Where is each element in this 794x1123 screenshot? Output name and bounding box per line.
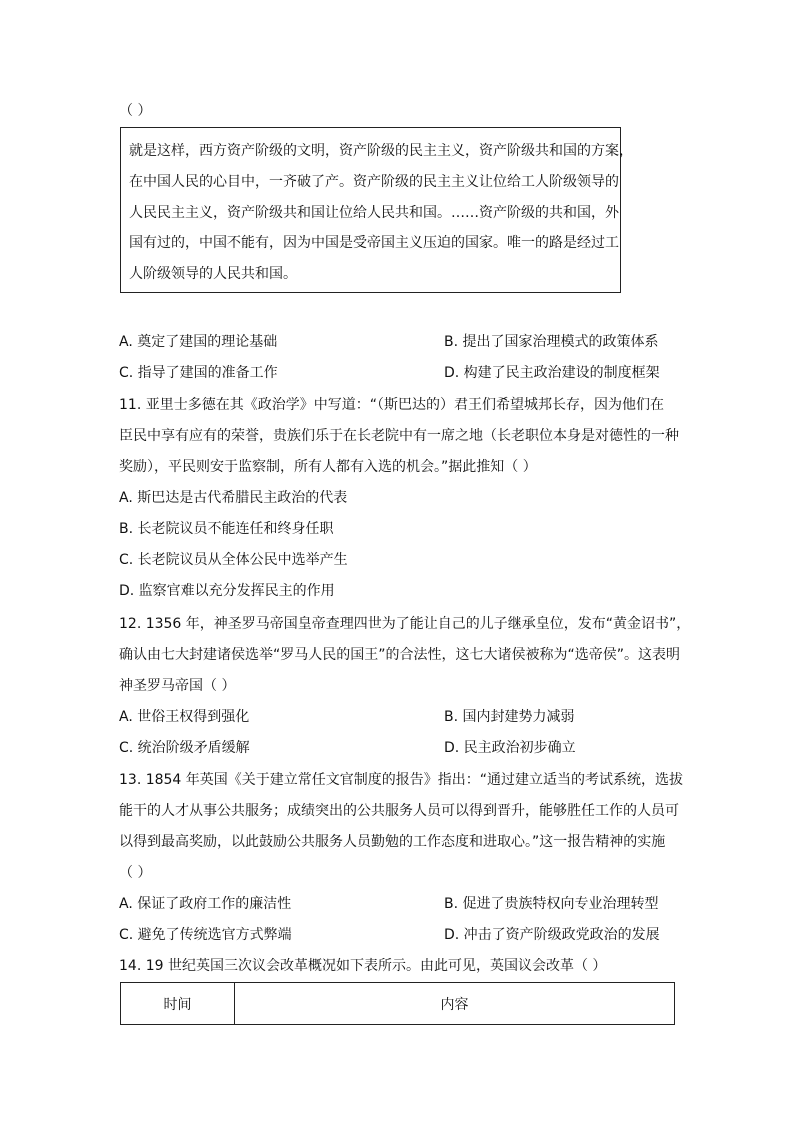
q11-option-c[interactable]: C. 长老院议员从全体公民中选举产生 (119, 552, 348, 568)
q13-option-c[interactable]: C. 避免了传统选官方式弊端 (119, 927, 292, 943)
q12-option-c[interactable]: C. 统治阶级矛盾缓解 (119, 740, 250, 756)
q13-stem-line: 能干的人才从事公共服务；成绩突出的公共服务人员可以得到晋升，能够胜任工作的人员可 (119, 803, 679, 819)
q10-quote-line: 在中国人民的心目中，一齐破了产。资产阶级的民主主义让位给工人阶级领导的 (129, 174, 619, 190)
q10-option-b[interactable]: B. 提出了国家治理模式的政策体系 (444, 334, 659, 350)
table-header-time: 时间 (121, 983, 235, 1024)
q10-quote-line: 人阶级领导的人民共和国。 (129, 266, 297, 282)
q12-option-b[interactable]: B. 国内封建势力减弱 (444, 709, 575, 725)
q10-quote-line: 就是这样，西方资产阶级的文明，资产阶级的民主主义，资产阶级共和国的方案， (129, 143, 633, 159)
q11-option-b[interactable]: B. 长老院议员不能连任和终身任职 (119, 521, 334, 537)
q12-stem-line: 12. 1356 年，神圣罗马帝国皇帝查理四世为了能让自己的儿子继承皇位，发布“黄金诏书”， (119, 616, 691, 632)
q13-answer-blank: （ ） (119, 865, 152, 881)
q11-option-d[interactable]: D. 监察官难以充分发挥民主的作用 (119, 583, 335, 599)
q10-option-d[interactable]: D. 构建了民主政治建设的制度框架 (444, 365, 660, 381)
q13-stem-line: 13. 1854 年英国《关于建立常任文官制度的报告》指出：“通过建立适当的考试系统，选拔 (119, 772, 684, 788)
q14-table (120, 982, 675, 1025)
q10-quote-box (120, 127, 633, 293)
q11-option-a[interactable]: A. 斯巴达是古代希腊民主政治的代表 (119, 490, 348, 506)
q14-stem: 14. 19 世纪英国三次议会改革概况如下表所示。由此可见，英国议会改革（ ） (119, 958, 607, 974)
q13-option-b[interactable]: B. 促进了贵族特权向专业治理转型 (444, 896, 659, 912)
q11-stem-line: 臣民中享有应有的荣誉，贵族们乐于在长老院中有一席之地（长老职位本身是对德性的一种 (119, 428, 679, 444)
q10-quote-line: 人民民主主义，资产阶级共和国让位给人民共和国。……资产阶级的共和国，外 (129, 205, 619, 221)
q12-stem-line: 神圣罗马帝国（ ） (119, 678, 236, 694)
table-header-content: 内容 (440, 996, 469, 1013)
q13-stem-line: 以得到最高奖励，以此鼓励公共服务人员勤勉的工作态度和进取心。”这一报告精神的实施 (119, 834, 666, 850)
q10-answer-blank: （ ） (119, 103, 152, 119)
q11-stem-line: 奖励），平民则安于监察制，所有人都有入选的机会。”据此推知（ ） (119, 459, 537, 475)
q10-option-a[interactable]: A. 奠定了建国的理论基础 (119, 334, 278, 350)
q10-option-c[interactable]: C. 指导了建国的准备工作 (119, 365, 278, 381)
q12-option-d[interactable]: D. 民主政治初步确立 (444, 740, 576, 756)
q13-option-d[interactable]: D. 冲击了资产阶级政党政治的发展 (444, 927, 660, 943)
q13-option-a[interactable]: A. 保证了政府工作的廉洁性 (119, 896, 292, 912)
q12-stem-line: 确认由七大封建诸侯选举“罗马人民的国王”的合法性，这七大诸侯被称为“选帝侯”。这表明 (119, 647, 681, 663)
q11-stem-line: 11. 亚里士多德在其《政治学》中写道：“（斯巴达的）君王们希望城邦长存，因为他们在 (119, 397, 664, 413)
q10-quote-line: 国有过的，中国不能有，因为中国是受帝国主义压迫的国家。唯一的路是经过工 (129, 235, 619, 251)
q12-option-a[interactable]: A. 世俗王权得到强化 (119, 709, 250, 725)
